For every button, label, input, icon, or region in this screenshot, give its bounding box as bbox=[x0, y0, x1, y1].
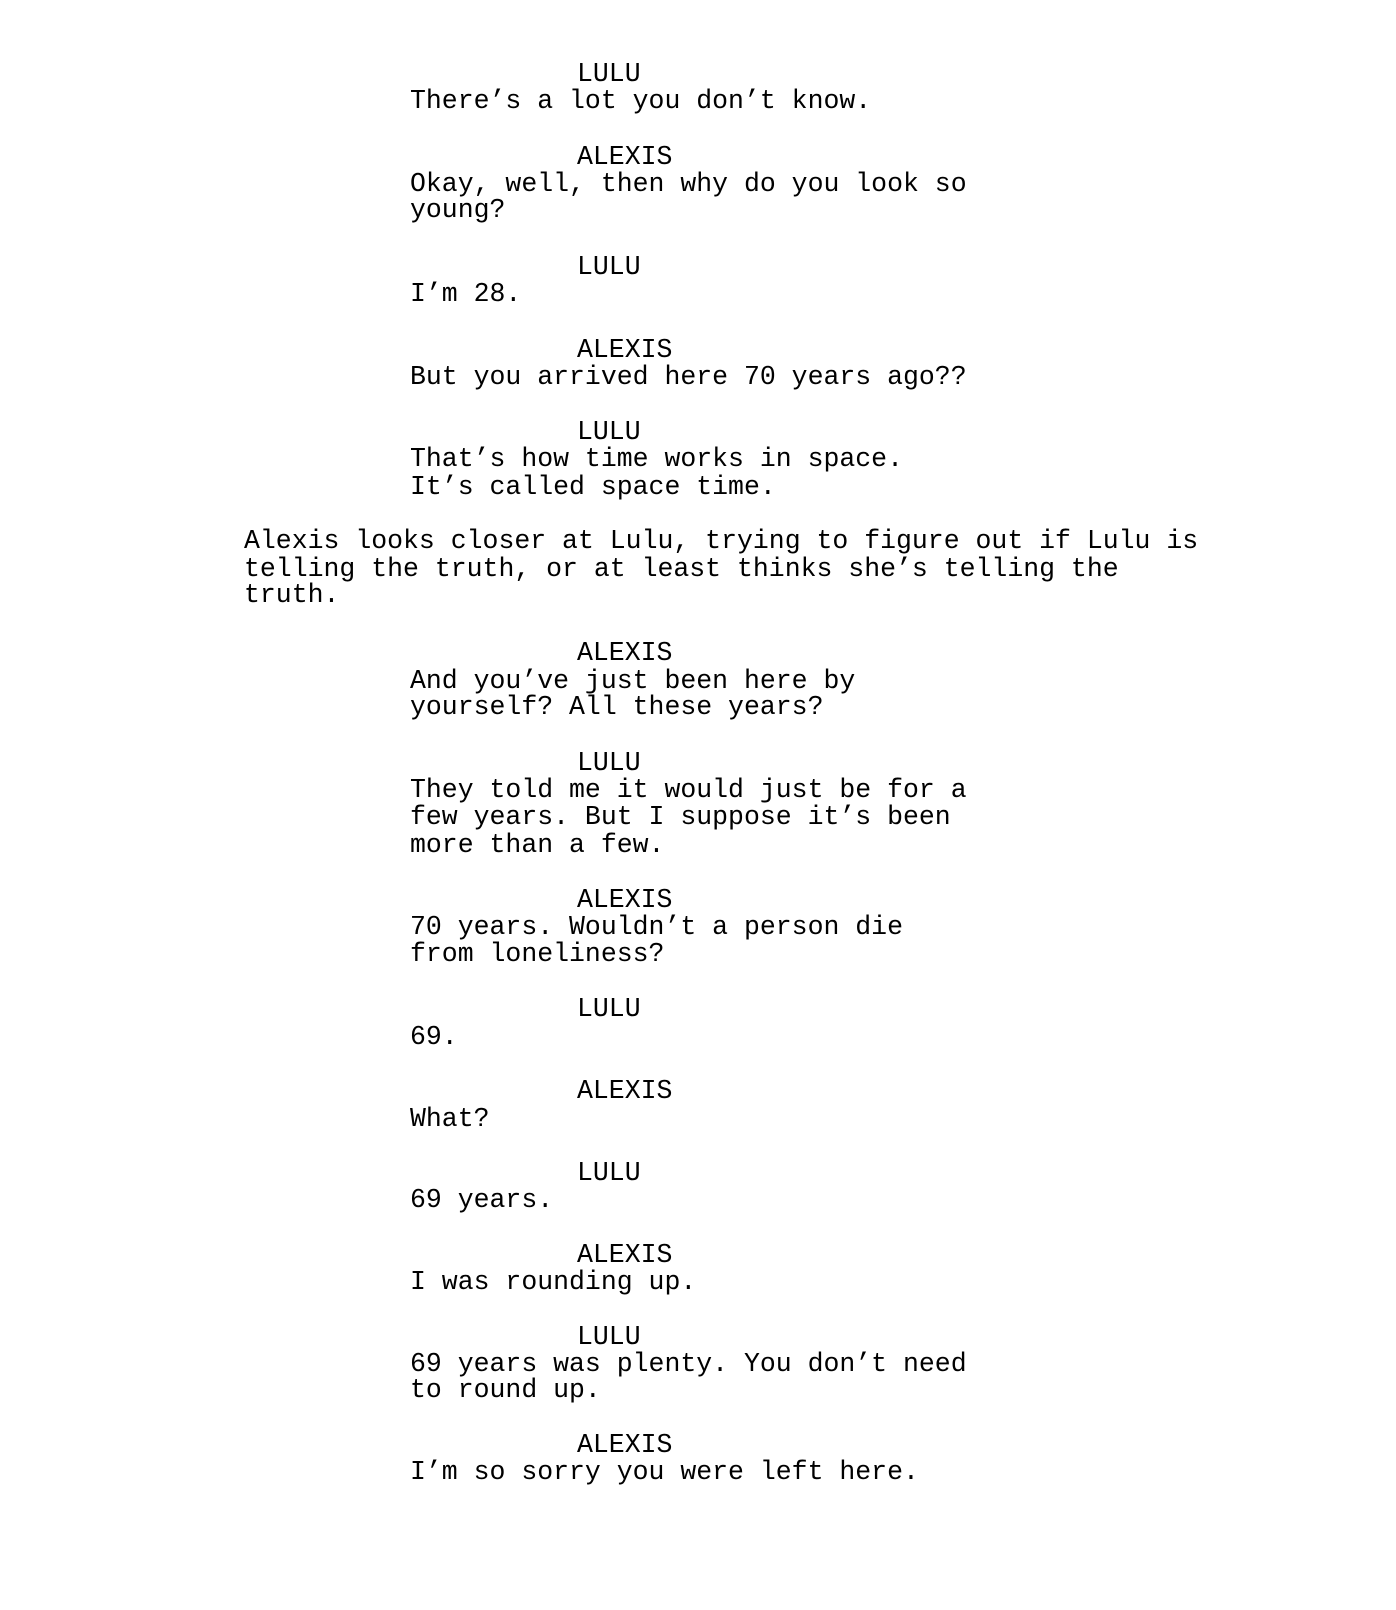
dialogue-line: I was rounding up. bbox=[410, 1267, 697, 1297]
character-name: ALEXIS bbox=[577, 1076, 673, 1106]
action-line: Alexis looks closer at Lulu, trying to figure out if Lulu is bbox=[244, 526, 1199, 556]
dialogue-line: few years. But I suppose it’s been bbox=[410, 802, 951, 832]
character-name: ALEXIS bbox=[577, 142, 673, 172]
dialogue-line: And you’ve just been here by bbox=[410, 666, 856, 696]
dialogue-line: to round up. bbox=[410, 1375, 601, 1405]
dialogue-line: They told me it would just be for a bbox=[410, 775, 967, 805]
character-name: ALEXIS bbox=[577, 638, 673, 668]
dialogue-line: young? bbox=[410, 195, 506, 225]
character-name: LULU bbox=[577, 417, 641, 447]
character-name: LULU bbox=[577, 1322, 641, 1352]
dialogue-line: 69. bbox=[410, 1022, 458, 1052]
dialogue-line: But you arrived here 70 years ago?? bbox=[410, 362, 967, 392]
dialogue-line: yourself? All these years? bbox=[410, 692, 824, 722]
dialogue-line: There’s a lot you don’t know. bbox=[410, 86, 872, 116]
dialogue-line: That’s how time works in space. bbox=[410, 444, 903, 474]
dialogue-line: from loneliness? bbox=[410, 939, 665, 969]
character-name: LULU bbox=[577, 1158, 641, 1188]
dialogue-line: 69 years was plenty. You don’t need bbox=[410, 1349, 967, 1379]
action-line: truth. bbox=[244, 580, 340, 610]
character-name: LULU bbox=[577, 994, 641, 1024]
character-name: ALEXIS bbox=[577, 335, 673, 365]
dialogue-line: Okay, well, then why do you look so bbox=[410, 169, 967, 199]
dialogue-line: I’m 28. bbox=[410, 279, 522, 309]
character-name: LULU bbox=[577, 59, 641, 89]
character-name: ALEXIS bbox=[577, 1240, 673, 1270]
character-name: LULU bbox=[577, 748, 641, 778]
dialogue-line: 69 years. bbox=[410, 1185, 554, 1215]
character-name: ALEXIS bbox=[577, 1430, 673, 1460]
character-name: ALEXIS bbox=[577, 885, 673, 915]
dialogue-line: What? bbox=[410, 1104, 490, 1134]
dialogue-line: I’m so sorry you were left here. bbox=[410, 1457, 919, 1487]
action-line: telling the truth, or at least thinks she’s telling the bbox=[244, 554, 1119, 584]
character-name: LULU bbox=[577, 252, 641, 282]
dialogue-line: more than a few. bbox=[410, 830, 665, 860]
dialogue-line: It’s called space time. bbox=[410, 472, 776, 502]
dialogue-line: 70 years. Wouldn’t a person die bbox=[410, 912, 903, 942]
